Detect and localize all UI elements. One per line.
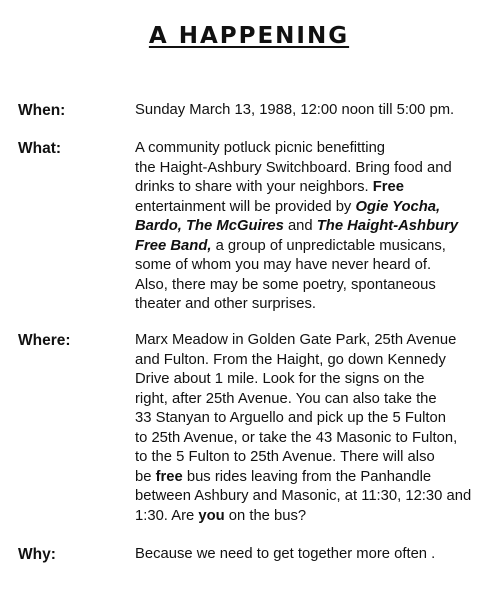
where-line-1: Marx Meadow in Golden Gate Park, 25th Avenue [135, 332, 457, 348]
performer-free-band: Free Band, [135, 237, 212, 254]
where-line-7: to the 5 Fulton to 25th Avenue. There will also [135, 449, 435, 465]
what-line-6-text: a group of unpredictable musicans, [211, 237, 446, 254]
what-line-4 [135, 198, 485, 218]
performer-haight-ashbury: The Haight-Ashbury [316, 218, 459, 234]
you-emphasis: you [198, 507, 225, 524]
where-label: Where: [18, 332, 71, 349]
where-line-3: Drive about 1 mile. Look for the signs on the [135, 371, 425, 387]
where-line-8 [135, 468, 485, 488]
where-line-10 [135, 507, 485, 527]
what-label: What: [18, 140, 62, 157]
where-line-8-a: be [135, 468, 156, 485]
why-text [135, 545, 485, 565]
what-line-2: the Haight-Ashbury Switchboard. Bring food and [135, 159, 452, 176]
what-line-1: A community potluck picnic benefitting [135, 140, 386, 156]
what-line-8: Also, there may be some poetry, spontaneous [135, 276, 436, 293]
what-line-6 [135, 237, 485, 257]
page-title: A HAPPENING [148, 23, 350, 49]
what-line-4-text: entertainment will be provided by [135, 198, 356, 215]
where-line-5: 33 Stanyan to Arguello and pick up the 5 Fulton [135, 410, 446, 426]
free-emphasis: Free [372, 179, 404, 195]
when-line: Sunday March 13, 1988, 12:00 noon till 5:00 pm. [135, 102, 455, 118]
why-label: Why: [18, 546, 56, 563]
why-line-1: Because we need to get together more often . [135, 546, 436, 562]
what-line-3 [135, 178, 485, 198]
what-text [135, 139, 485, 315]
where-text [135, 331, 485, 526]
what-line-9: theater and other surprises. [135, 296, 316, 312]
what-line-7: some of whom you may have never heard of. [135, 257, 432, 273]
where-line-10-c: on the bus? [224, 507, 307, 524]
when-label: When: [18, 102, 66, 119]
where-line-9: between Ashbury and Masonic, at 11:30, 12:30 and [135, 488, 472, 504]
where-line-4: right, after 25th Avenue. You can also take the [135, 390, 437, 407]
where-line-10-a: 1:30. Are [135, 507, 199, 524]
what-line-5 [135, 217, 485, 237]
where-line-2: and Fulton. From the Haight, go down Kennedy [135, 351, 446, 368]
what-line-3-text: drinks to share with your neighbors. [135, 179, 373, 195]
free-bus-emphasis: free [155, 468, 183, 485]
when-text [135, 101, 485, 121]
performer-ogie-yocha: Ogie Yocha, [355, 198, 441, 215]
performer-bardo-mcguires: Bardo, The McGuires [135, 218, 284, 234]
where-line-6: to 25th Avenue, or take the 43 Masonic to Fulton, [135, 429, 458, 446]
where-line-8-c: bus rides leaving from the Panhandle [182, 468, 432, 485]
what-line-5-and: and [283, 218, 317, 234]
